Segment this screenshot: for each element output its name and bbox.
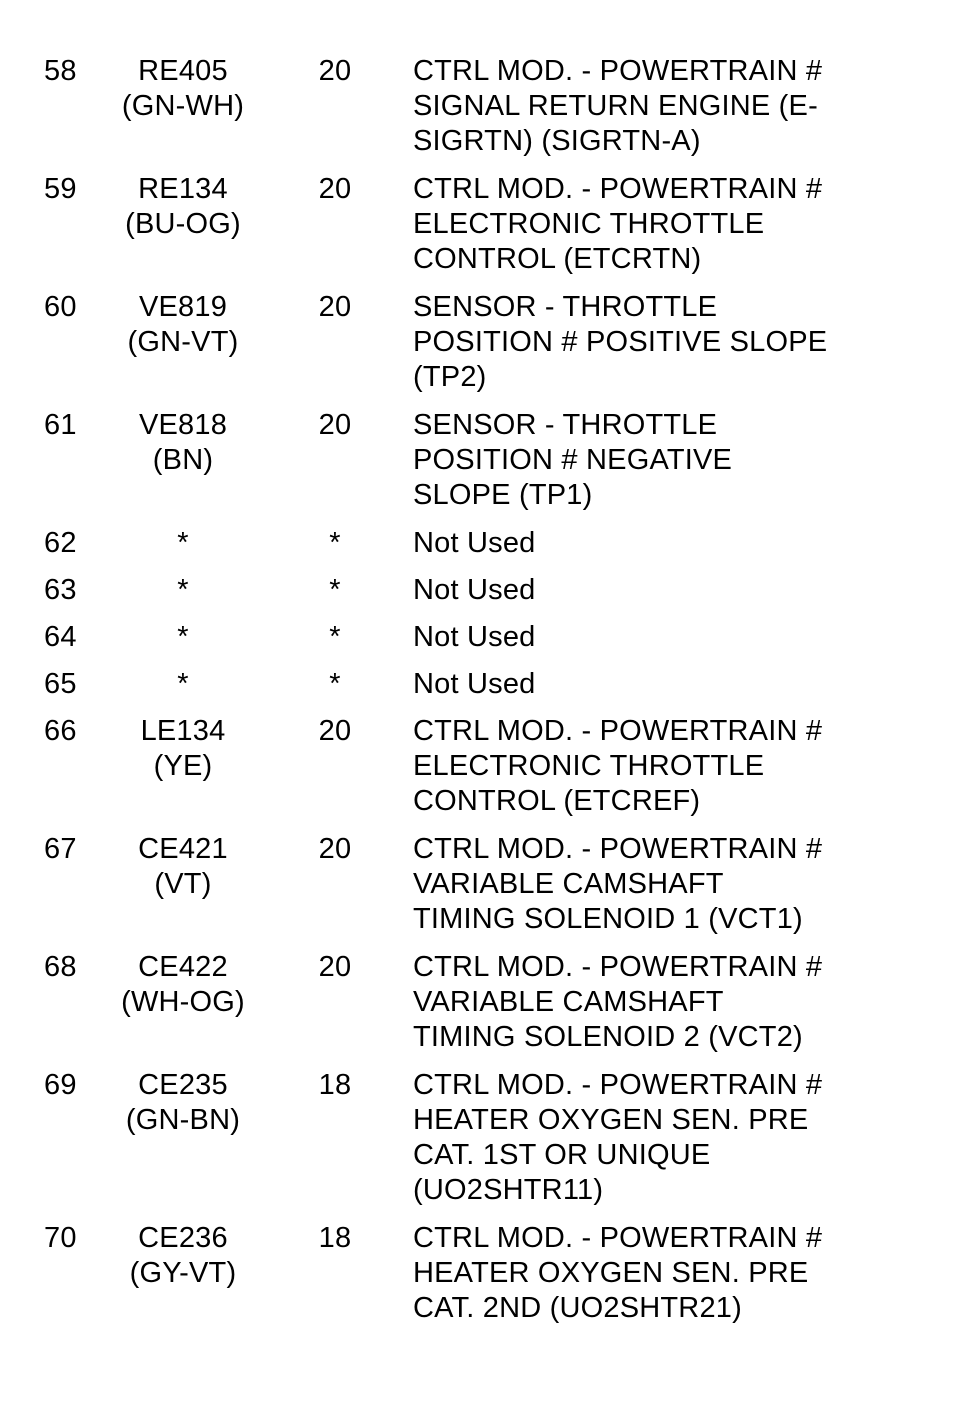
circuit-cell (104, 620, 262, 655)
circuit-id: * (177, 527, 189, 559)
circuit-description (413, 714, 873, 819)
circuit-cell (104, 54, 262, 124)
table-row (0, 290, 964, 408)
table-row (0, 667, 964, 714)
description-line: POSITION # NEGATIVE (413, 444, 733, 476)
circuit-description (413, 408, 873, 513)
description-line: Not Used (413, 668, 536, 700)
circuit-cell (104, 526, 262, 561)
wire-gauge: 18 (318, 1069, 352, 1101)
table-row (0, 408, 964, 526)
pin-number: 63 (44, 574, 77, 606)
description-line: CTRL MOD. - POWERTRAIN # (413, 173, 823, 205)
table-row (0, 950, 964, 1068)
description-line: CAT. 2ND (UO2SHTR21) (413, 1292, 742, 1324)
circuit-id: CE421 (138, 833, 228, 865)
table-row (0, 54, 964, 172)
circuit-description (413, 54, 873, 159)
circuit-cell (104, 290, 262, 360)
circuit-description (413, 1068, 873, 1208)
circuit-id: * (177, 668, 189, 700)
wire-gauge: * (329, 621, 341, 653)
circuit-description (413, 620, 873, 655)
circuit-id: VE818 (138, 409, 228, 441)
circuit-description (413, 667, 873, 702)
wire-gauge: * (329, 668, 341, 700)
description-line: (TP2) (413, 361, 487, 393)
wire-gauge: 20 (318, 715, 352, 747)
table-row (0, 620, 964, 667)
description-line: (UO2SHTR11) (413, 1174, 604, 1206)
description-line: CTRL MOD. - POWERTRAIN # (413, 833, 823, 865)
pin-number: 60 (44, 291, 77, 323)
description-line: ELECTRONIC THROTTLE (413, 750, 765, 782)
description-line: TIMING SOLENOID 2 (VCT2) (413, 1021, 803, 1053)
circuit-cell (104, 1221, 262, 1291)
description-line: CTRL MOD. - POWERTRAIN # (413, 1222, 823, 1254)
table-row (0, 1221, 964, 1339)
description-line: SLOPE (TP1) (413, 479, 593, 511)
wire-gauge: 20 (318, 833, 352, 865)
wire-color: (GN-VT) (127, 326, 239, 358)
circuit-cell (104, 832, 262, 902)
circuit-cell (104, 667, 262, 702)
wire-gauge: 20 (318, 951, 352, 983)
circuit-description (413, 950, 873, 1055)
pin-number: 69 (44, 1069, 77, 1101)
wire-color: (VT) (154, 868, 212, 900)
wire-gauge: 18 (318, 1222, 352, 1254)
circuit-id: CE236 (138, 1222, 228, 1254)
description-line: SIGNAL RETURN ENGINE (E- (413, 90, 818, 122)
pin-number: 67 (44, 833, 77, 865)
description-line: SIGRTN) (SIGRTN-A) (413, 125, 701, 157)
circuit-id: RE405 (138, 55, 228, 87)
wire-gauge: 20 (318, 409, 352, 441)
description-line: VARIABLE CAMSHAFT (413, 868, 724, 900)
description-line: Not Used (413, 527, 536, 559)
wire-color: (GN-WH) (121, 90, 245, 122)
pin-number: 65 (44, 668, 77, 700)
description-line: ELECTRONIC THROTTLE (413, 208, 765, 240)
circuit-cell (104, 714, 262, 784)
description-line: Not Used (413, 621, 536, 653)
description-line: HEATER OXYGEN SEN. PRE (413, 1257, 809, 1289)
table-row (0, 172, 964, 290)
pin-number: 64 (44, 621, 77, 653)
description-line: CTRL MOD. - POWERTRAIN # (413, 55, 823, 87)
description-line: SENSOR - THROTTLE (413, 291, 718, 323)
circuit-id: CE422 (138, 951, 228, 983)
pin-number: 59 (44, 173, 77, 205)
wire-color: (WH-OG) (121, 986, 245, 1018)
wire-gauge: * (329, 574, 341, 606)
description-line: CONTROL (ETCREF) (413, 785, 701, 817)
pin-number: 62 (44, 527, 77, 559)
description-line: CTRL MOD. - POWERTRAIN # (413, 951, 823, 983)
circuit-id: * (177, 574, 189, 606)
circuit-id: VE819 (138, 291, 228, 323)
pin-number: 66 (44, 715, 77, 747)
description-line: TIMING SOLENOID 1 (VCT1) (413, 903, 803, 935)
wire-color: (YE) (153, 750, 213, 782)
circuit-cell (104, 950, 262, 1020)
connector-pinout-table (0, 54, 964, 1339)
circuit-description (413, 290, 873, 395)
circuit-description (413, 573, 873, 608)
table-row (0, 714, 964, 832)
circuit-cell (104, 1068, 262, 1138)
circuit-cell (104, 172, 262, 242)
circuit-description (413, 1221, 873, 1326)
description-line: CTRL MOD. - POWERTRAIN # (413, 1069, 823, 1101)
circuit-cell (104, 573, 262, 608)
description-line: Not Used (413, 574, 536, 606)
description-line: HEATER OXYGEN SEN. PRE (413, 1104, 809, 1136)
description-line: CAT. 1ST OR UNIQUE (413, 1139, 711, 1171)
table-row (0, 526, 964, 573)
table-row (0, 573, 964, 620)
description-line: SENSOR - THROTTLE (413, 409, 718, 441)
pin-number: 58 (44, 55, 77, 87)
wire-gauge: 20 (318, 291, 352, 323)
circuit-id: LE134 (140, 715, 226, 747)
table-row (0, 832, 964, 950)
description-line: VARIABLE CAMSHAFT (413, 986, 724, 1018)
description-line: POSITION # POSITIVE SLOPE (413, 326, 828, 358)
description-line: CTRL MOD. - POWERTRAIN # (413, 715, 823, 747)
circuit-description (413, 526, 873, 561)
wire-gauge: 20 (318, 55, 352, 87)
pin-number: 68 (44, 951, 77, 983)
pin-number: 70 (44, 1222, 77, 1254)
circuit-description (413, 172, 873, 277)
circuit-id: * (177, 621, 189, 653)
circuit-id: CE235 (138, 1069, 228, 1101)
wire-color: (BU-OG) (125, 208, 241, 240)
table-row (0, 1068, 964, 1221)
wire-gauge: 20 (318, 173, 352, 205)
description-line: CONTROL (ETCRTN) (413, 243, 702, 275)
circuit-id: RE134 (138, 173, 228, 205)
wire-color: (GN-BN) (125, 1104, 241, 1136)
wire-gauge: * (329, 527, 341, 559)
wire-color: (GY-VT) (129, 1257, 237, 1289)
circuit-description (413, 832, 873, 937)
circuit-cell (104, 408, 262, 478)
wire-color: (BN) (152, 444, 214, 476)
pin-number: 61 (44, 409, 77, 441)
